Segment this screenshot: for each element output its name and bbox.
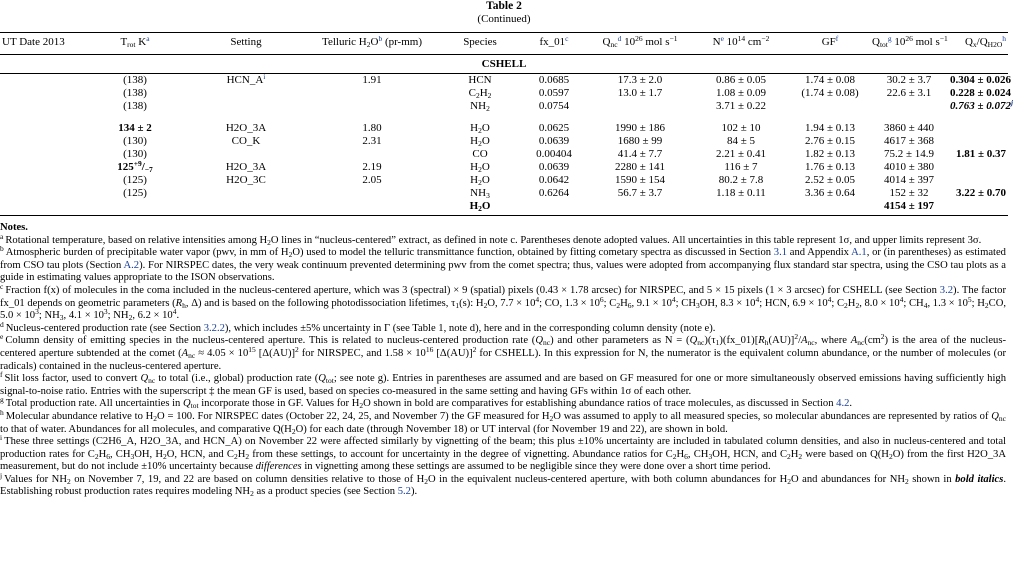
table-row: [0, 74, 1008, 88]
cell-fx: 0.0642: [538, 174, 570, 186]
cell-n: 80.2 ± 7.8: [718, 174, 764, 186]
cell-n: [692, 200, 790, 216]
cell-species: $H_2O$: [470, 122, 490, 135]
cell-n: 2.21 ± 0.41: [715, 148, 767, 160]
col-setting: Setting: [188, 33, 304, 55]
cell-trot: (138): [123, 100, 147, 112]
cell-qx: 0.228 ± 0.024: [950, 87, 1012, 99]
cell-qtot: 4010 ± 380: [883, 161, 935, 173]
cell-qtot: 4154 ± 197: [870, 200, 948, 216]
cell-trot: (125): [123, 187, 147, 199]
cell-setting: H2O_3A: [225, 161, 267, 173]
cell-qtot: 30.2 ± 3.7: [886, 74, 932, 86]
cell-qtot: 3860 ± 440: [883, 122, 935, 134]
cell-qx: [948, 161, 1008, 174]
cell-qx: 1.81 ± 0.37: [955, 148, 1006, 160]
table-row: [0, 135, 1008, 148]
header-row: [0, 33, 1008, 55]
cell-setting: [188, 187, 304, 200]
cell-ut: [0, 135, 82, 148]
note-h: $^h$ Molecular abundance relative to $H_2O = 100$. For NIRSPEC dates (October 22, 24, 25, and November 7) the GF measured for $H_2O$ was assumed to apply to all measured species, so molecular abundances are represented by ratios of $Q_{nc}$ to that of water. Abundances for all molecules, and comparative $Q(H_2O)$ for each date (through November 18) or UT interval (for November 19 and 22), are shown in bold.: [0, 407, 1006, 436]
row-gap: [0, 113, 1008, 122]
cell-fx: 0.0754: [538, 100, 570, 112]
cell-fx: 0.6264: [538, 187, 570, 199]
cell-setting: [188, 148, 304, 161]
cell-ut: [0, 161, 82, 174]
cell-gf: 2.52 ± 0.05: [804, 174, 856, 186]
table-row: [0, 122, 1008, 135]
cell-ut: [0, 148, 82, 161]
cell-species: $H_2O$: [470, 161, 490, 174]
cell-ut: [0, 122, 82, 135]
table-notes: [0, 222, 1008, 499]
cell-setting: $HCN\_A^i$: [226, 72, 266, 86]
cell-fx: 0.0639: [538, 161, 570, 173]
note-c: $^c$ Fraction f(x) of molecules in the coma included in the nucleus-centered aperture, which was 3 (spectral) × 9 (spatial) pixels (0.43 × 1.78 arcsec) for NIRSPEC, and 5 × 15 pixels (1 × 3 arcsec) for CSHELL (see Section 3.2). The factor fx_01 depends on geometric parameters ($R_h$, Δ) and is based on the following photodissociation lifetimes, $\tau_1(s)$: $H_2O$, $7.7 \times 10^4$; CO, $1.3 \times 10^6$; $C_2H_6$, $9.1 \times 10^4$; $CH_3OH$, $8.3 \times 10^4$; HCN, $6.9 \times 10^4$; $C_2H_2$, $8.0 \times 10^4$; $CH_4$, $1.3 \times 10^5$; $H_2CO$, $5.0 \times 10^3$; $NH_3$, $4.1 \times 10^3$; $NH_2$, $6.2 \times 10^4$.: [0, 281, 1007, 323]
cell-ut: [0, 174, 82, 187]
cell-qx: 3.22 ± 0.70: [955, 187, 1006, 199]
cell-telluric: 2.19: [362, 161, 382, 173]
cell-qnc: [588, 100, 692, 113]
note-g: $^g$ Total production rate. All uncertainties in $Q_{tot}$ incorporate those in GF. Values for $H_2O$ shown in bold are comparatives for establishing abundance ratios of trace molecules, as discussed in Section 4.2.: [0, 395, 853, 411]
col-qnc: $Q_{nc}^d$ $10^{26}$ mol $s^{-1}$: [588, 33, 692, 55]
cell-fx: 0.0597: [538, 87, 570, 99]
cell-n: 84 ± 5: [726, 135, 756, 147]
cell-gf: 3.36 ± 0.64: [804, 187, 856, 199]
cell-qnc: 56.7 ± 3.7: [617, 187, 663, 199]
cell-trot: (138): [123, 74, 147, 86]
cell-n: 0.86 ± 0.05: [715, 74, 767, 86]
cell-qx: [948, 122, 1008, 135]
cell-gf: 1.74 ± 0.08: [804, 74, 856, 86]
cell-trot: 134 ± 2: [118, 122, 152, 134]
cell-telluric: [304, 87, 440, 100]
cell-qtot: 22.6 ± 3.1: [886, 87, 932, 99]
col-species: Species: [440, 33, 520, 55]
table-title: Table 2: [486, 0, 522, 12]
cell-ut: [0, 200, 82, 216]
cell-fx: 0.0639: [538, 135, 570, 147]
cell-setting: CO_K: [231, 135, 261, 147]
cell-qnc: 13.0 ± 1.7: [617, 87, 663, 99]
cell-species: $H_2O$: [470, 174, 490, 187]
cell-trot: $125^{+9}/_{-7}$: [117, 159, 153, 174]
cell-gf: 1.94 ± 0.13: [804, 122, 856, 134]
note-a: $^a$ Rotational temperature, based on relative intensities among $H_2O$ lines in “nucleus-centered” extract, as defined in note c. Parentheses denote adopted values. All uncertainties in this table represent 1σ, and upper limits represent 3σ.: [0, 231, 982, 247]
cell-trot: (130): [123, 148, 147, 160]
col-n: $N^e$ $10^{14}$ $cm^{-2}$: [692, 33, 790, 55]
cell-n: 116 ± 7: [724, 161, 758, 173]
cell-telluric: [304, 187, 440, 200]
cell-setting: H2O_3C: [226, 174, 266, 186]
cell-gf: [790, 100, 870, 113]
cell-qnc: 1990 ± 186: [614, 122, 666, 134]
cell-species: $H_2O$: [440, 200, 520, 216]
table-caption: [0, 0, 1008, 26]
cell-trot: (138): [123, 87, 147, 99]
table-row: [0, 187, 1008, 200]
note-j: $^j$ Values for $NH_2$ on November 7, 19, and 22 are based on column densities relative to those of $H_2O$ in the equivalent nucleus-centered aperture, with both column abundances for $H_2O$ and abundances for $NH_2$ shown in bold italics. Establishing robust production rates requires modeling $NH_2$ as a product species (see Section 5.2).: [0, 470, 1006, 499]
cell-species: $NH_2$: [470, 100, 490, 113]
note-f: $^f$ Slit loss factor, used to convert $Q_{nc}$ to total (i.e., global) production rate ($Q_{tot}$; see note g). Entries in parentheses are assumed and are based on GF measured for one or more simultaneously observed emissions having sufficiently high signal-to-noise ratio. Entries with the superscript ‡ the mean GF is used, based on species co-measured in the same setting and having GFs within 1σ of each other.: [0, 370, 1006, 397]
section-label: CSHELL: [0, 55, 1008, 74]
table-row: [0, 148, 1008, 161]
cell-telluric: 1.80: [362, 122, 382, 134]
note-d: $^d$ Nucleus-centered production rate (see Section 3.2.2), which includes ±5% uncertainty in Γ (see Table 1, note d), here and in the corresponding column density (note e).: [0, 319, 716, 334]
cell-qtot: [870, 100, 948, 113]
cell-telluric: [304, 200, 440, 216]
cell-telluric: 2.31: [362, 135, 382, 147]
col-fx: fx_01$^c$: [520, 33, 588, 55]
cell-qnc: 41.4 ± 7.7: [617, 148, 663, 160]
note-e: $^e$ Column density of emitting species in the nucleus-centered aperture. This is related to nucleus-centered production rate $(Q_{nc})$ and other parameters as $N = (Q_{nc})(\tau_1)(fx\_01)[R_h(AU)]^2/A_{nc}$, where $A_{nc}(cm^2)$ is the area of the nucleus-centered aperture subtended at the comet ($A_{nc} \approx 4.05 \times 10^{15}$ $[\Delta(AU)]^2$ for NIRSPEC, and $1.58 \times 10^{16}$ $[\Delta(AU)]^2$ for CSHELL). In this expression for N, the numerator is the equivalent column abundance, or the number of molecules (or radicals) contained in the nucleus-centered aperture.: [0, 332, 1007, 372]
section-row: [0, 55, 1008, 74]
cell-ut: [0, 87, 82, 100]
table-subtitle: (Continued): [477, 13, 531, 25]
cell-species: $H_2O$: [470, 135, 490, 148]
cell-qtot: 4014 ± 397: [883, 174, 935, 186]
note-i: $^i$ These three settings (C2H6_A, H2O_3A, and HCN_A) on November 22 were affected similarly by vignetting of the beam; this plus ±10% uncertainty are included in tabulated column densities, and also in nucleus-centered and total production rates for $C_2H_6$, $CH_3OH$, $H_2O$, HCN, and $C_2H_2$ from these settings, to account for uncertainty in the degree of vignetting. Abundance ratios for $C_2H_6$, $CH_3OH$, HCN, and $C_2H_2$ were based on $Q(H_2O)$ from the first H2O_3A measurement, but do not include ±10% uncertainty because differences in vignetting among these settings are assumed to be negligible since they were done over a short time period.: [0, 433, 1006, 473]
cell-qtot: 152 ± 32: [889, 187, 929, 199]
cell-telluric: 1.91: [362, 74, 382, 86]
cell-ut: [0, 74, 82, 88]
cell-trot: (130): [123, 135, 147, 147]
cell-gf: 2.76 ± 0.15: [804, 135, 856, 147]
cell-setting: H2O_3A: [225, 122, 267, 134]
cell-species: $C_2H_2$: [468, 87, 492, 100]
cell-qx: 0.304 ± 0.026: [950, 74, 1012, 86]
col-qx: $Q_x/Q_{H2O}^h$: [948, 33, 1008, 55]
cell-qnc: 1590 ± 154: [614, 174, 666, 186]
cell-trot: (125): [123, 174, 147, 186]
cell-n: 102 ± 10: [721, 122, 761, 134]
cell-gf: 1.76 ± 0.13: [804, 161, 856, 173]
cell-gf: [790, 200, 870, 216]
cell-ut: [0, 187, 82, 200]
cell-qnc: 1680 ± 99: [617, 135, 663, 147]
cell-trot: [82, 200, 188, 216]
cell-ut: [0, 100, 82, 113]
cell-qnc: 17.3 ± 2.0: [617, 74, 663, 86]
cell-fx: 0.0625: [538, 122, 570, 134]
cell-species: HCN: [468, 74, 492, 86]
col-ut-date: UT Date 2013: [0, 33, 82, 55]
cell-n: 3.71 ± 0.22: [715, 100, 767, 112]
col-telluric: Telluric $H_2O^b$ (pr-mm): [304, 33, 440, 55]
notes-heading: Notes.: [0, 222, 28, 233]
cell-setting: [188, 87, 304, 100]
cell-fx: 0.0685: [538, 74, 570, 86]
cell-n: 1.18 ± 0.11: [716, 187, 766, 199]
cell-species: $NH_3$: [470, 187, 490, 200]
cell-telluric: 2.05: [362, 174, 382, 186]
cell-species: CO: [472, 148, 488, 160]
cell-setting: [188, 100, 304, 113]
table-row: [0, 161, 1008, 174]
col-gf: $GF^f$: [790, 33, 870, 55]
cell-qx: [948, 200, 1008, 216]
note-b: $^b$ Atmospheric burden of precipitable water vapor (pwv, in mm of $H_2O$) used to model the telluric transmittance function, obtained by fitting cometary spectra as discussed in Section 3.1 and Appendix A.1, or (in parentheses) as estimated from CSO tau plots (Section A.2). For NIRSPEC dates, the very weak continuum prevented determining pwv from the comet spectra; thus, values were adopted from accompanying flux standard star spectra, using the CSO tau plots as a guide in estimating values appropriate to the ISON observations.: [0, 244, 1006, 284]
table-row: [0, 200, 1008, 216]
cell-qx: $0.763 \pm 0.072^j$: [950, 98, 1013, 112]
table-row: [0, 174, 1008, 187]
cell-n: 1.08 ± 0.09: [715, 87, 767, 99]
col-qtot: $Q_{tot}^g$ $10^{26}$ mol $s^{-1}$: [870, 33, 948, 55]
table-row: [0, 100, 1008, 113]
cell-qx: [948, 174, 1008, 187]
cell-qnc: 2280 ± 141: [614, 161, 666, 173]
cell-setting: [188, 200, 304, 216]
data-table: [0, 32, 1013, 216]
cell-qx: [948, 135, 1008, 148]
cell-fx: 0.00404: [536, 148, 572, 160]
col-trot: $T_{rot}$ $K^a$: [82, 33, 188, 55]
cell-telluric: [304, 100, 440, 113]
cell-telluric: [304, 148, 440, 161]
cell-qnc: [588, 200, 692, 216]
cell-fx: [520, 200, 588, 216]
cell-qtot: 4617 ± 368: [883, 135, 935, 147]
cell-gf: 1.82 ± 0.13: [804, 148, 856, 160]
cell-gf: (1.74 ± 0.08): [801, 87, 859, 99]
table-row: [0, 87, 1008, 100]
cell-qtot: 75.2 ± 14.9: [883, 148, 935, 160]
